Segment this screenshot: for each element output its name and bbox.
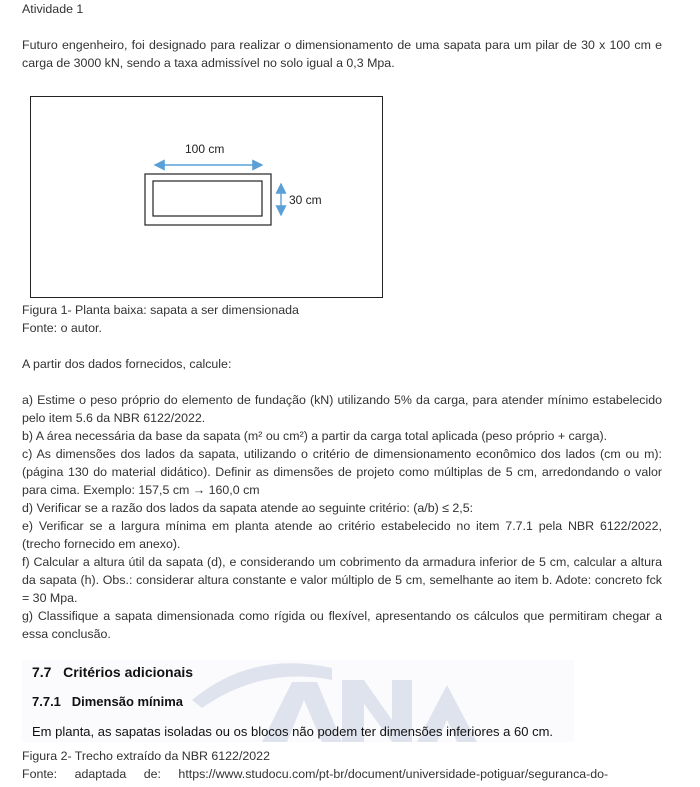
excerpt-body-text: Em planta, as sapatas isoladas ou os blocos não podem ter dimensões inferiores a 60 cm. (32, 724, 554, 739)
question-g: g) Classifique a sapata dimensionada como rígida ou flexível, apresentando os cálculos que permitiram chegar a essa conclusão. (22, 609, 662, 641)
source-label: Fonte: (22, 767, 58, 781)
figure-1-floor-plan (30, 96, 383, 298)
calculation-intro: A partir dos dados fornecidos, calcule: (22, 357, 232, 371)
question-b: b) A área necessária da base da sapata (m² ou cm²) a partir da carga total aplicada (peso próprio + carga). (22, 429, 608, 443)
figure-1-source: Fonte: o autor. (22, 321, 102, 335)
question-d: d) Verificar se a razão dos lados da sapata atende ao seguinte critério: (a/b) ≤ 2,5: (22, 501, 474, 515)
source-word-adaptada: adaptada (74, 767, 127, 781)
figure-2-caption: Figura 2- Trecho extraído da NBR 6122/2022 (22, 749, 270, 763)
figure-2-source (22, 765, 662, 783)
question-list (22, 391, 662, 643)
activity-title: Atividade 1 (22, 2, 84, 16)
pillar-outline (153, 181, 262, 216)
question-c: c) As dimensões dos lados da sapata, utilizando o critério de dimensionamento econômico dos lados (cm ou m): (página 130 do material didático). Definir as dimensões de projeto como múltiplas de 5 cm, arredondando o valor para cima. Exemplo: 157,5 cm → 160,0 cm (22, 447, 662, 497)
figure-1-caption: Figura 1- Planta baixa: sapata a ser dimensionada (22, 303, 299, 317)
floor-plan-drawing (31, 97, 382, 297)
intro-paragraph: Futuro engenheiro, foi designado para realizar o dimensionamento de uma sapata para um pilar de 30 x 100 cm e carga de 3000 kN, sendo a taxa admissível no solo igual a 0,3 Mpa. (22, 38, 662, 70)
excerpt-heading-7-7-1: 7.7.1 Dimensão mínima (32, 694, 184, 709)
dim-30cm-label: 30 cm (289, 193, 322, 207)
source-url-link[interactable]: https://www.studocu.com/pt-br/document/universidade-potiguar/seguranca-do- (178, 767, 609, 781)
footing-outline (145, 174, 271, 225)
question-e: e) Verificar se a largura mínima em planta atende ao critério estabelecido no item 7.7.1 pela NBR 6122/2022, (trecho fornecido em anexo). (22, 519, 662, 551)
question-a: a) Estime o peso próprio do elemento de fundação (kN) utilizando 5% da carga, para atender mínimo estabelecido pelo item 5.6 da NBR 6122/2022. (22, 393, 662, 425)
nbr-excerpt-image (22, 660, 574, 742)
dim-100cm-label: 100 cm (185, 142, 225, 156)
question-f: f) Calcular a altura útil da sapata (d), e considerando um cobrimento da armadura inferior de 5 cm, calcular a altura da sapata (h). Obs.: considerar altura constante e valor múltiplo de 5 cm, semelhante ao item b. Adote: concreto fck = 30 Mpa. (22, 555, 662, 605)
excerpt-heading-7-7: 7.7 Critérios adicionais (32, 664, 194, 680)
source-word-de: de: (143, 767, 161, 781)
